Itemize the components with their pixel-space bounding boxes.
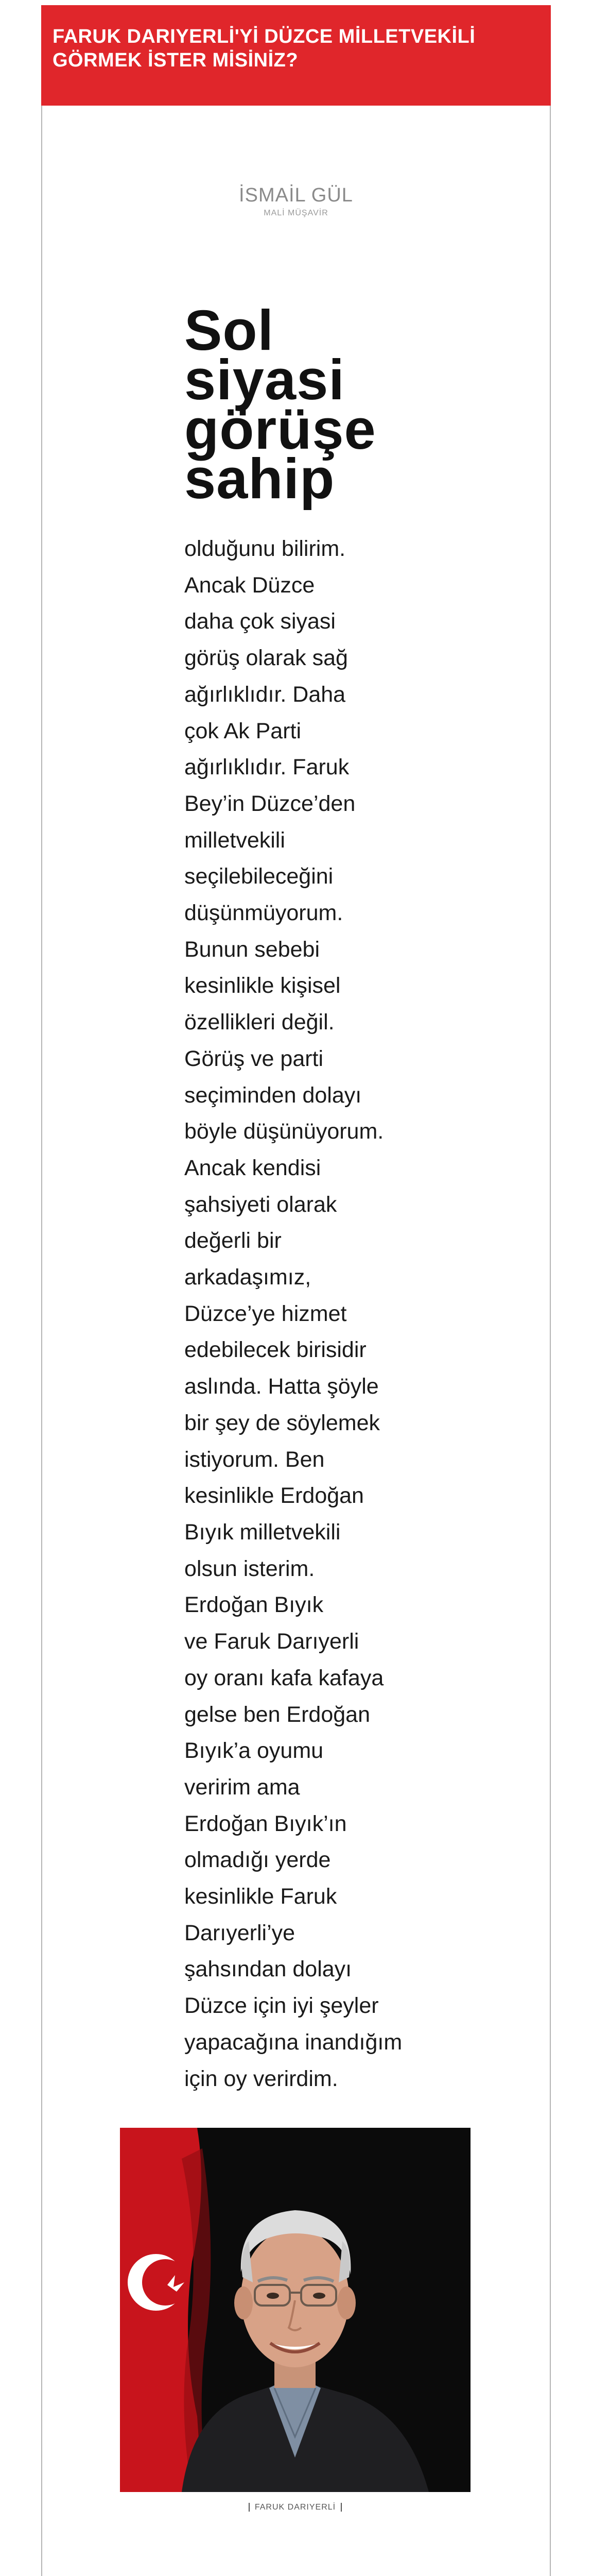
body-line: olsun isterim. [184,1556,315,1581]
title-line-2: GÖRMEK İSTER MİSİNİZ? [53,49,299,71]
body-line: Erdoğan Bıyık’ın [184,1811,347,1836]
body-line: ağırlıklıdır. Daha [184,682,346,707]
body-line: böyle düşünüyorum. [184,1119,384,1144]
body-line: arkadaşımız, [184,1265,311,1290]
byline [41,184,551,218]
author-role: MALİ MÜŞAVİR [264,209,328,217]
headline-line: siyasi [184,348,345,412]
title-line-1: FARUK DARIYERLİ'Yİ DÜZCE MİLLETVEKİLİ [53,26,476,47]
body-line: kesinlikle Erdoğan [184,1483,364,1509]
body-line: Ancak Düzce [184,572,315,598]
body-line: şahsından dolayı [184,1957,352,1982]
body-line: kesinlikle Faruk [184,1884,337,1909]
body-line: Erdoğan Bıyık [184,1592,324,1618]
body-line: oy oranı kafa kafaya [184,1665,384,1690]
body-line: bir şey de söylemek [184,1410,380,1435]
body-line: Bıyık milletvekili [184,1519,341,1545]
body-line: düşünmüyorum. [184,901,343,926]
body-line: gelse ben Erdoğan [184,1702,371,1727]
article-body [184,531,401,2097]
frame-left-rule [41,106,42,2576]
body-line: Düzce için iyi şeyler [184,1993,379,2019]
portrait-photo [120,2128,471,2492]
body-line: şahsiyeti olarak [184,1192,337,1217]
body-line: değerli bir [184,1228,282,1253]
body-line: Görüş ve parti [184,1046,324,1071]
body-line: seçilebileceğini [184,864,334,889]
body-line: Darıyerli’ye [184,1920,295,1945]
body-line: Bıyık’a oyumu [184,1738,324,1764]
body-line: Bunun sebebi [184,937,320,962]
body-line: daha çok siyasi [184,609,336,634]
body-line: kesinlikle kişisel [184,973,341,998]
photo-caption [120,2503,471,2512]
body-line: istiyorum. Ben [184,1447,325,1472]
article-headline [184,299,401,511]
portrait-illustration [120,2128,471,2492]
body-line: görüş olarak sağ [184,646,348,671]
body-line: edebilecek birisidir [184,1337,367,1363]
body-line: Ancak kendisi [184,1155,321,1180]
body-line: Düzce’ye hizmet [184,1301,347,1326]
photo-caption-text: FARUK DARIYERLİ [249,2503,342,2512]
body-line: veririm ama [184,1774,300,1800]
body-line: ağırlıklıdır. Faruk [184,755,350,780]
body-line: yapacağına inandığım [184,2029,403,2055]
body-line: için oy verirdim. [184,2066,338,2091]
body-line: özellikleri değil. [184,1010,335,1035]
body-line: milletvekili [184,827,285,853]
body-line: çok Ak Parti [184,718,302,743]
headline-line: Sol [184,299,274,362]
body-line: ve Faruk Darıyerli [184,1629,359,1654]
page-title [53,25,536,72]
body-line: Bey’in Düzce’den [184,791,356,816]
frame-right-rule [550,106,551,2576]
author-name: İSMAİL GÜL [239,184,353,206]
body-line: aslında. Hatta şöyle [184,1374,379,1399]
body-line: olduğunu bilirim. [184,536,346,561]
headline-line: görüşe [184,398,376,461]
body-line: olmadığı yerde [184,1848,331,1873]
body-line: seçiminden dolayı [184,1082,362,1108]
headline-line: sahip [184,447,335,511]
